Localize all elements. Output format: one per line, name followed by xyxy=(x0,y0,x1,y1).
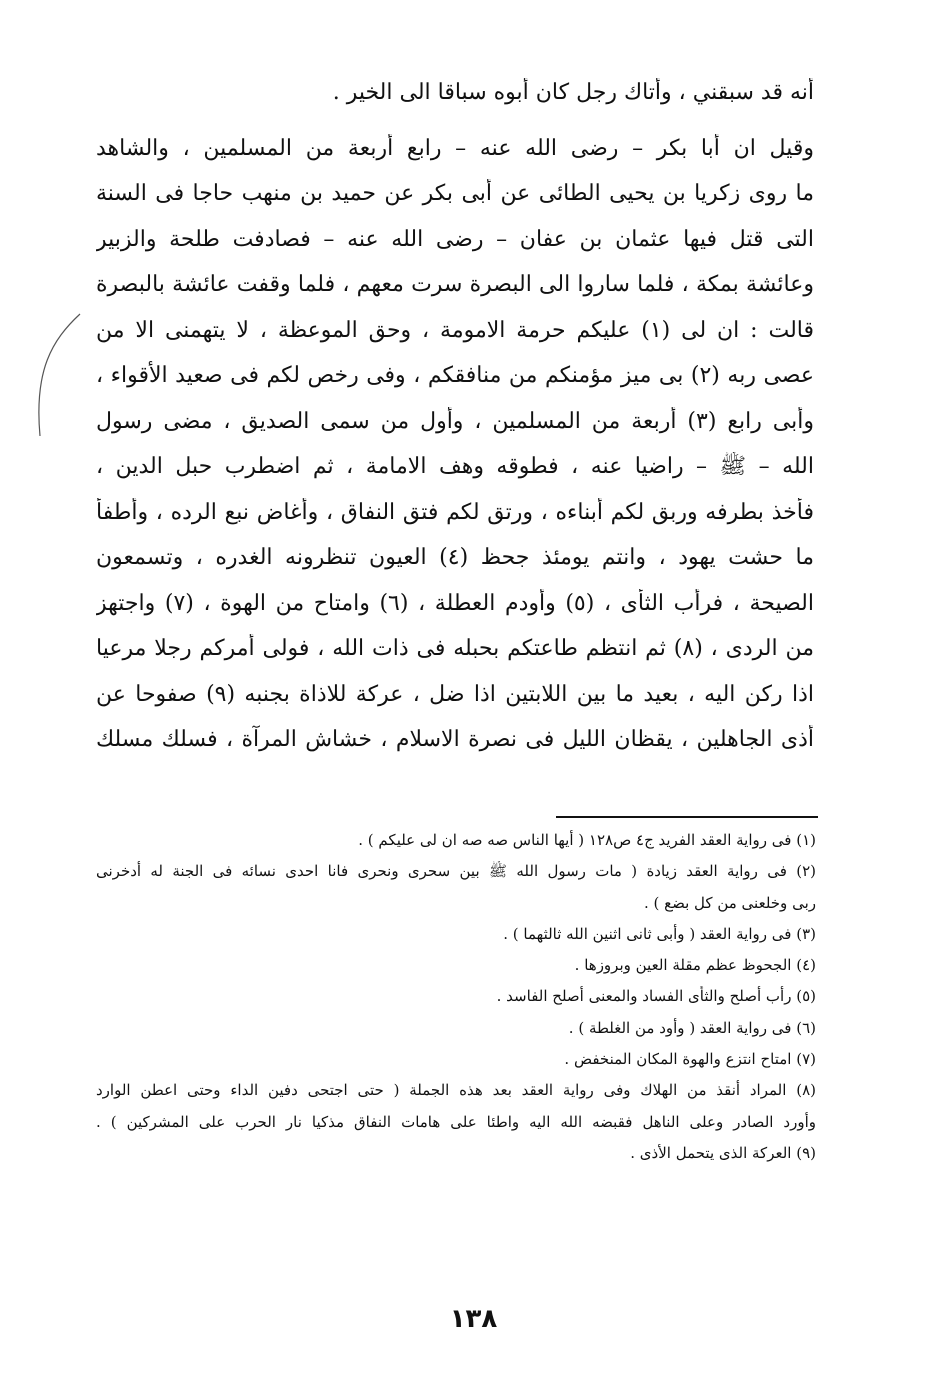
text-line: وأبى رابع (٣) أربعة من المسلمين ، وأول من سمى الصديق ، مضى رسول xyxy=(96,408,814,434)
text-line: عصى ربه (٢) بى ميز مؤمنكم من منافقكم ، وفى رخص لكم فى صعيد الأقواء ، xyxy=(96,363,814,388)
footnote-line: (٤) الجحوظ عظم مقلة العين وبروزها . xyxy=(574,956,816,975)
footnote-line: (٣) فى رواية العقد ( وأبى ثانى اثنين الله ثالثهما ) . xyxy=(503,924,816,943)
margin-pencil-mark xyxy=(22,310,82,440)
text-line: أنه قد سبقني ، وأتاك رجل كان أبوه سباقا الى الخير . xyxy=(332,80,814,105)
footnote-line: (١) فى رواية العقد الفريد ج٤ ص١٢٨ ( أيها الناس صه صه ان لى عليكم ) . xyxy=(358,831,816,849)
footnote-line: (٨) المراد أنقذ من الهلاك وفى رواية العقد بعد هذه الجملة ( حتى اجتحى دفين الداء وحتى اعطن الوارد xyxy=(96,1081,816,1100)
text-line: قالت : ان لى (١) عليكم حرمة الامومة ، وحق الموعظة ، لا يتهمنى الا من xyxy=(96,317,814,343)
text-line: اذا ركن اليه ، بعيد ما بين اللابتين اذا ضل ، عركة للاذاة بجنبه (٩) صفوحا عن xyxy=(96,681,814,707)
footnote-line: (٧) امتاح انتزع والهوة المكان المنخفض . xyxy=(564,1050,816,1069)
footnote-separator-rule xyxy=(556,816,818,818)
footnotes-block xyxy=(96,830,816,1174)
footnote-line: وأورد الصادر وعلى الناهل فقبضه الله اليه واطئا على هامات النفاق مذكيا نار الحرب على المشركين ) . xyxy=(96,1112,816,1131)
text-line: وقيل ان أبا بكر – رضى الله عنه – رابع أربعة من المسلمين ، والشاهد xyxy=(96,135,814,161)
main-text-block xyxy=(96,78,814,771)
text-line: أذى الجاهلين ، يقظان الليل فى نصرة الاسلام ، خشاش المرآة ، فسلك مسلك xyxy=(96,727,814,752)
footnote-line: (٥) رأب أصلح والثأى الفساد والمعنى أصلح الفاسد . xyxy=(496,987,816,1006)
text-line: من الردى ، (٨) ثم انتظم طاعتكم بحبله فى ذات الله ، فولى أمركم رجلا مرعيا xyxy=(96,636,814,661)
text-line: التى قتل فيها عثمان بن عفان – رضى الله عنه – فصادفت طلحة والزبير xyxy=(96,226,814,252)
text-line: وعائشة بمكة ، فلما ساروا الى البصرة سرت معهم ، فلما وقفت عائشة بالبصرة xyxy=(96,272,814,297)
footnote-line: (٦) فى رواية العقد ( وأود من الغلطة ) . xyxy=(568,1018,816,1037)
footnote-line: (٢) فى رواية العقد زيادة ( مات رسول الله ﷺ بين سحرى ونحرى فانا احدى نسائه فى الجنة له أدخرنى xyxy=(96,862,816,881)
footnote-line: (٩) العركة الذى يتحمل الأذى . xyxy=(630,1143,816,1162)
text-line: الصيحة ، فرأب الثأى ، (٥) وأودم العطلة ، (٦) وامتاح من الهوة ، (٧) واجتهز xyxy=(96,590,814,616)
text-line: ما حشت يهود ، وانتم يومئذ جحظ (٤) العيون تنظرونه الغدره ، وتسمعون xyxy=(96,545,814,570)
page-number: ١٣٨ xyxy=(449,1304,498,1334)
footnote-line: ربى وخلعنى من كل بضع ) . xyxy=(643,893,816,912)
text-line: ما روى زكريا بن يحيى الطائى عن أبى بكر عن حميد بن منهب حاجا فى السنة xyxy=(96,181,814,206)
text-line: فأخذ بطرفه وربق لكم أبناءه ، ورتق لكم فتق النفاق ، وأغاض نبع الرده ، وأطفأ xyxy=(96,499,814,525)
text-line: الله – ﷺ – راضيا عنه ، فطوقه وهف الامامة ، ثم اضطرب حبل الدين ، xyxy=(96,454,814,479)
